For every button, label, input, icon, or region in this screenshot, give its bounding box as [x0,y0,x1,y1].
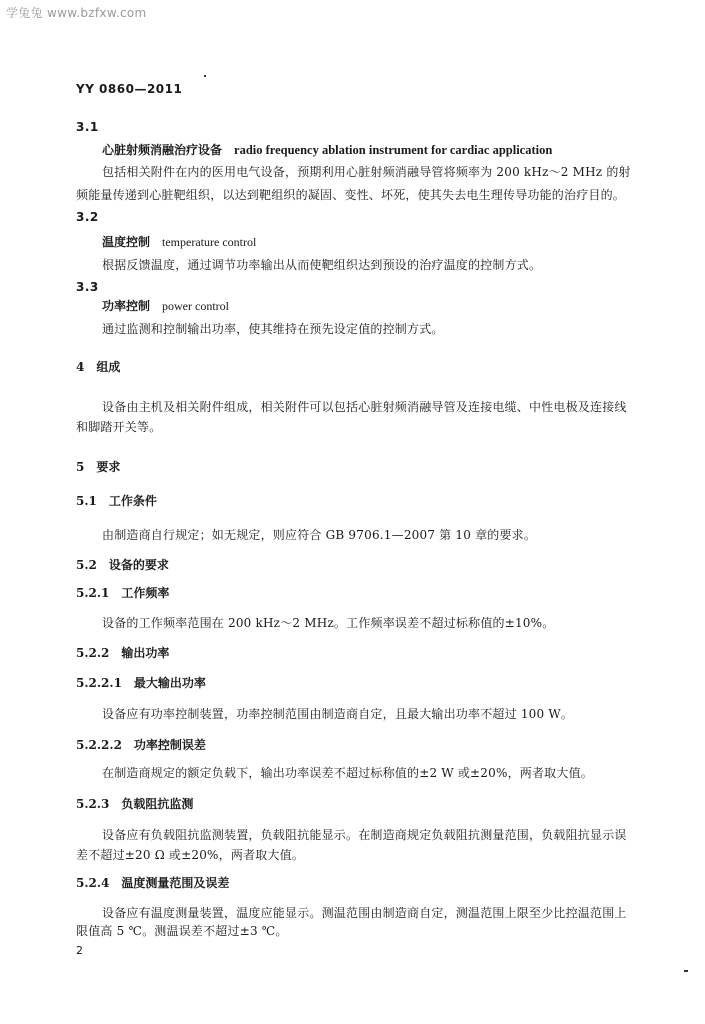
section-5-heading: 5 要求 [76,460,121,474]
section-3-2-title-en: temperature control [162,235,257,249]
section-3-3-title-cn: 功率控制 [102,299,151,313]
section-5-2-1-line-1: 设备的工作频率范围在 200 kHz～2 MHz。工作频率误差不超过标称值的±10%。 [102,616,555,630]
section-3-2-title [102,233,256,250]
section-3-3-title-en: power control [162,299,229,313]
section-3-1-number: 3.1 [76,120,99,134]
section-5-2-3-line-1: 设备应有负载阻抗监测装置，负载阻抗能显示。在制造商规定负载阻抗测量范围，负载阻抗显示误 [102,828,627,842]
section-3-3-title [102,297,229,314]
section-3-2-line-1: 根据反馈温度，通过调节功率输出从而使靶组织达到预设的治疗温度的控制方式。 [102,258,542,272]
section-5-2-4-line-1: 设备应有温度测量装置，温度应能显示。测温范围由制造商自定，测温范围上限至少比控温范围上 [102,906,627,920]
section-5-2-3-heading: 5.2.3 负载阻抗监测 [76,797,194,811]
section-3-1-title-en: radio frequency ablation instrument for cardiac application [234,143,553,157]
section-5-2-2-1-line-1: 设备应有功率控制装置，功率控制范围由制造商自定，且最大输出功率不超过 100 W。 [102,707,574,721]
section-4-line-1: 设备由主机及相关附件组成，相关附件可以包括心脏射频消融导管及连接电缆、中性电极及连接线 [102,400,627,414]
section-3-2-number: 3.2 [76,210,99,224]
section-5-1-heading: 5.1 工作条件 [76,494,157,508]
section-3-3-number: 3.3 [76,280,99,294]
section-5-2-3-line-2: 差不超过±20 Ω 或±20%，两者取大值。 [76,848,305,862]
section-5-2-heading: 5.2 设备的要求 [76,558,169,572]
section-3-3-line-1: 通过监测和控制输出功率，使其维持在预先设定值的控制方式。 [102,322,444,336]
scan-mark-corner [684,970,688,972]
standard-code: YY 0860—2011 [76,82,183,96]
section-5-2-4-heading: 5.2.4 温度测量范围及误差 [76,876,230,890]
page-number: 2 [76,944,83,957]
scan-mark [204,75,206,77]
section-5-2-2-2-heading: 5.2.2.2 功率控制误差 [76,738,206,752]
section-4-heading: 4 组成 [76,360,121,374]
section-3-2-title-cn: 温度控制 [102,235,151,249]
section-4-line-2: 和脚踏开关等。 [76,420,162,434]
section-5-2-2-1-heading: 5.2.2.1 最大输出功率 [76,676,206,690]
section-5-2-2-2-line-1: 在制造商规定的额定负载下，输出功率误差不超过标称值的±2 W 或±20%，两者取大值。 [102,766,593,780]
section-5-2-1-heading: 5.2.1 工作频率 [76,586,170,600]
section-5-2-4-line-2: 限值高 5 ℃。测温误差不超过±3 ℃。 [76,924,288,938]
section-5-1-line-1: 由制造商自行规定；如无规定，则应符合 GB 9706.1—2007 第 10 章的要求。 [102,528,537,542]
section-5-2-2-heading: 5.2.2 输出功率 [76,646,170,660]
section-3-1-line-1: 包括相关附件在内的医用电气设备，预期利用心脏射频消融导管将频率为 200 kHz～2 MHz 的射 [102,165,631,179]
section-3-1-line-2: 频能量传递到心脏靶组织，以达到靶组织的凝固、变性、坏死，使其失去电生理传导功能的治疗目的。 [76,188,626,202]
section-3-1-title-cn: 心脏射频消融治疗设备 [102,143,223,157]
section-3-1-title [102,141,552,158]
watermark: 学兔兔 www.bzfxw.com [6,6,147,20]
